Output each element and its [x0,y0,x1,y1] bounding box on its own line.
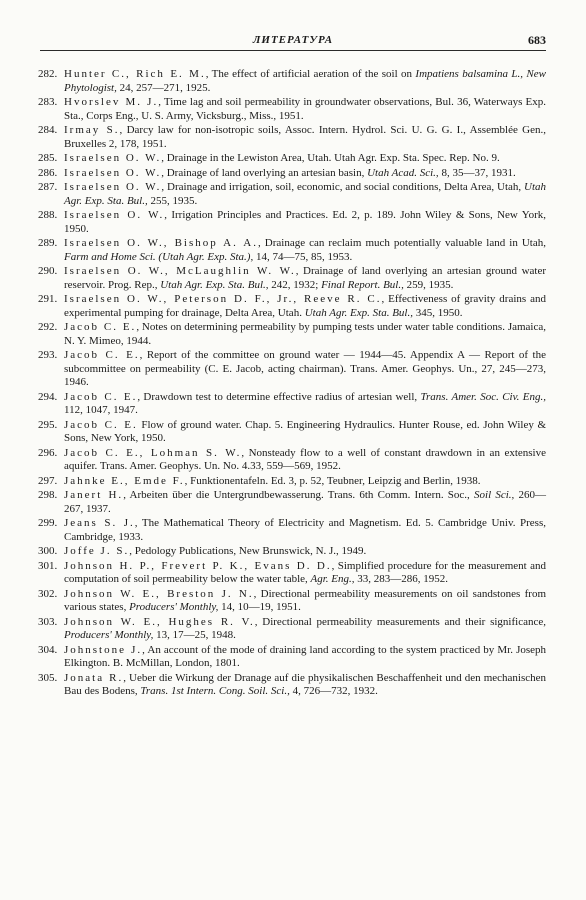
reference-number: 304. [38,643,58,656]
reference-author: Israelsen O. W. [64,181,162,193]
reference-number: 295. [38,418,58,431]
reference-text: , Drainage and irrigation, soil, economic, and social conditions, Delta Area, Utah, [161,181,524,193]
reference-text: 345, 1950. [412,306,463,319]
reference-text: , An account of the mode of draining land according to the system practiced by Mr. Joseph Elkington. B. McMillan, London, 1801. [64,643,547,669]
reference-text: , The Mathematical Theory of Electricity and Magnetism. Ed. 5. Cambridge Univ. Press, Cambridge, 1933. [64,517,546,543]
reference-source: Utah Agr. Exp. Sta. Bul., [160,278,269,291]
reference-entry [40,560,546,587]
reference-text: 33, 283—286, 1952. [354,573,449,585]
reference-author: Johnson W. E., Breston J. N. [64,587,254,600]
reference-text: , Drainage can reclaim much potentially valuable land in Utah, [258,237,546,249]
reference-source: Producers' Monthly, [129,601,219,613]
reference-author: Janert H. [64,489,124,501]
reference-number: 292. [38,321,58,333]
reference-entry [40,349,546,390]
reference-number: 287. [38,181,58,193]
reference-number: 296. [38,446,58,459]
reference-number: 300. [38,545,58,557]
reference-author: Hvorslev M. J. [64,96,159,108]
reference-number: 283. [38,96,58,108]
reference-text: , Irrigation Principles and Practices. Ed. 2, p. 189. John Wiley & Sons, New York, 1950. [64,209,546,235]
reference-author: Hunter C., Rich E. M. [64,68,206,80]
reference-author: Israelsen O. W. [64,166,162,179]
reference-text: 242, 1932; [268,278,322,291]
reference-text: 14, 74—75, 85, 1953. [253,250,353,263]
reference-text: , Drawdown test to determine effective radius of artesian well, [137,390,421,403]
reference-author: Johnstone J. [64,643,143,656]
reference-author: Johnson H. P., Frevert P. K., Evans D. D. [64,559,332,572]
reference-author: Israelsen O. W., Peterson D. F., Jr., Reeve R. C. [64,293,382,305]
reference-entry [40,545,546,559]
reference-author: Jonata R. [64,671,124,684]
reference-entry [40,124,546,151]
reference-entry [40,475,546,489]
reference-number: 290. [38,265,58,277]
reference-entry [40,265,546,292]
reference-text: , Directional permeability measurements on oil sandstones from various states, [64,587,546,613]
reference-entry [40,517,546,544]
reference-author: Jeans S. J. [64,517,135,529]
page-header [40,34,546,51]
reference-text: , Ueber die Wirkung der Dranage auf die physikalischen Beschaffenheit und den mechanischen Bau des Bodens, [64,671,546,697]
reference-entry [40,181,546,208]
reference-text: , Notes on determining permeability by pumping tests under water table conditions. Jamaica, N. Y. Mimeo, 1944. [64,321,546,347]
reference-source: Impatiens balsamina L., New Phytologist, [64,68,546,94]
reference-entry [40,68,546,95]
reference-source: Farm and Home Sci. (Utah Agr. Exp. Sta.), [64,250,254,263]
reference-entry [40,237,546,264]
page-number: 683 [528,33,546,47]
reference-entry [40,447,546,474]
reference-source: Utah Agr. Exp. Sta. Bul., [64,181,546,207]
reference-author: Irmay S. [64,124,120,136]
reference-text: 14, 10—19, 1951. [218,601,301,613]
reference-author: Johnson W. E., Hughes R. V. [64,615,255,628]
reference-entry [40,616,546,643]
reference-text: 13, 17—25, 1948. [153,629,236,641]
reference-number: 294. [38,390,58,403]
reference-text: , The effect of artificial aeration of the soil on [205,68,416,80]
reference-text: Flow of ground water. Chap. 5. Engineering Hydraulics. Hunter Rouse, ed. John Wiley & Sons, New York, 1950. [64,418,546,444]
reference-entry [40,419,546,446]
reference-text: 24, 257—271, 1925. [116,81,211,94]
reference-text: , Directional permeability measurements and their significance, [254,615,546,628]
reference-number: 302. [38,587,58,600]
reference-entry [40,209,546,236]
reference-text: , Drainage of land overlying an artesian ground water reservoir. Prog. Rep., [64,265,547,291]
reference-author: Jacob C. E. [64,390,138,403]
reference-entry [40,167,546,181]
reference-text: 260—267, 1937. [64,489,547,515]
reference-entry [40,644,546,671]
reference-entry [40,96,546,123]
reference-number: 285. [38,152,58,164]
reference-entry [40,672,546,699]
reference-entry [40,489,546,516]
reference-text: , Report of the committee on ground water — 1944—45. Appendix A — Report of the subcommittee on permeability (C. E. Jacob, acting chairman). Trans. Amer. Geophys. Un., 27, 245—273, 1946. [64,349,546,388]
reference-number: 288. [38,209,58,221]
reference-text: 4, 726—732, 1932. [289,685,378,697]
reference-text: , Funktionentafeln. Ed. 3, p. 52, Teubner, Leipzig and Berlin, 1938. [184,474,481,487]
reference-text: , Time lag and soil permeability in groundwater observations, Bul. 36, Waterways Exp. Sta., Corps Eng., U. S. Army, Vicksburg., Miss., 1951. [64,96,547,122]
reference-text: 8, 35—37, 1931. [438,166,516,179]
reference-number: 282. [38,68,58,80]
reference-entry [40,152,546,166]
reference-author: Jacob C. E. [64,418,138,431]
running-title: ЛИТЕРАТУРА [252,34,334,46]
reference-author: Israelsen O. W., McLaughlin W. W. [64,265,296,277]
reference-list [40,68,546,700]
reference-number: 298. [38,489,58,501]
reference-number: 293. [38,349,58,361]
reference-source: Producers' Monthly, [64,629,154,641]
reference-text: , Effectiveness of gravity drains and experimental pumping for drainage, Delta Area, Utah. [64,293,546,319]
reference-text: , Darcy law for non-isotropic soils, Assoc. Intern. Hydrol. Sci. U. G. G. I., Assemblée Gen., Bruxelles 2, 178, 1951. [64,124,547,150]
reference-number: 291. [38,293,58,305]
reference-number: 303. [38,615,58,628]
reference-author: Jahnke E., Emde F. [64,474,185,487]
reference-entry [40,293,546,320]
reference-author: Jacob C. E. [64,321,137,333]
reference-source: Agr. Eng., [310,573,355,585]
reference-text: , Simplified procedure for the measurement and computation of soil permeability below the water table, [64,559,546,585]
reference-text: 259, 1935. [403,278,454,291]
reference-text: , Nonsteady flow to a well of constant drawdown in an extensive aquifer. Trans. Amer. Geophys. Un. No. 4.33, 559—569, 1952. [64,446,546,472]
reference-source: Soil Sci., [474,489,515,501]
reference-number: 289. [38,237,58,249]
reference-entry [40,321,546,348]
reference-author: Israelsen O. W. [64,209,165,221]
reference-source: Final Report. Bul., [321,278,404,291]
reference-number: 299. [38,517,58,529]
reference-number: 297. [38,474,58,487]
reference-author: Jacob C. E., Lohman S. W. [64,446,242,459]
reference-source: Trans. 1st Intern. Cong. Soil. Sci., [140,685,290,697]
reference-source: Utah Agr. Exp. Sta. Bul., [304,306,413,319]
reference-number: 305. [38,671,58,684]
reference-source: Trans. Amer. Soc. Civ. Eng., [420,390,546,403]
reference-author: Jacob C. E. [64,349,140,361]
reference-source: Utah Acad. Sci., [367,166,439,179]
reference-number: 284. [38,124,58,136]
reference-number: 301. [38,559,58,572]
reference-text: , Pedology Publications, New Brunswick, N. J., 1949. [129,545,367,557]
reference-entry [40,588,546,615]
reference-text: , Drainage of land overlying an artesian basin, [161,166,368,179]
reference-number: 286. [38,166,58,179]
reference-text: 112, 1047, 1947. [64,404,138,416]
reference-text: , Arbeiten über die Untergrundbewasserung. Trans. 6th Comm. Intern. Soc., [123,489,475,501]
reference-author: Israelsen O. W. [64,152,162,164]
reference-text: , Drainage in the Lewiston Area, Utah. Utah Agr. Exp. Sta. Spec. Rep. No. 9. [161,152,500,164]
reference-author: Joffe J. S. [64,545,130,557]
reference-text: 255, 1935. [147,194,198,207]
reference-author: Israelsen O. W., Bishop A. A. [64,237,258,249]
reference-entry [40,391,546,418]
